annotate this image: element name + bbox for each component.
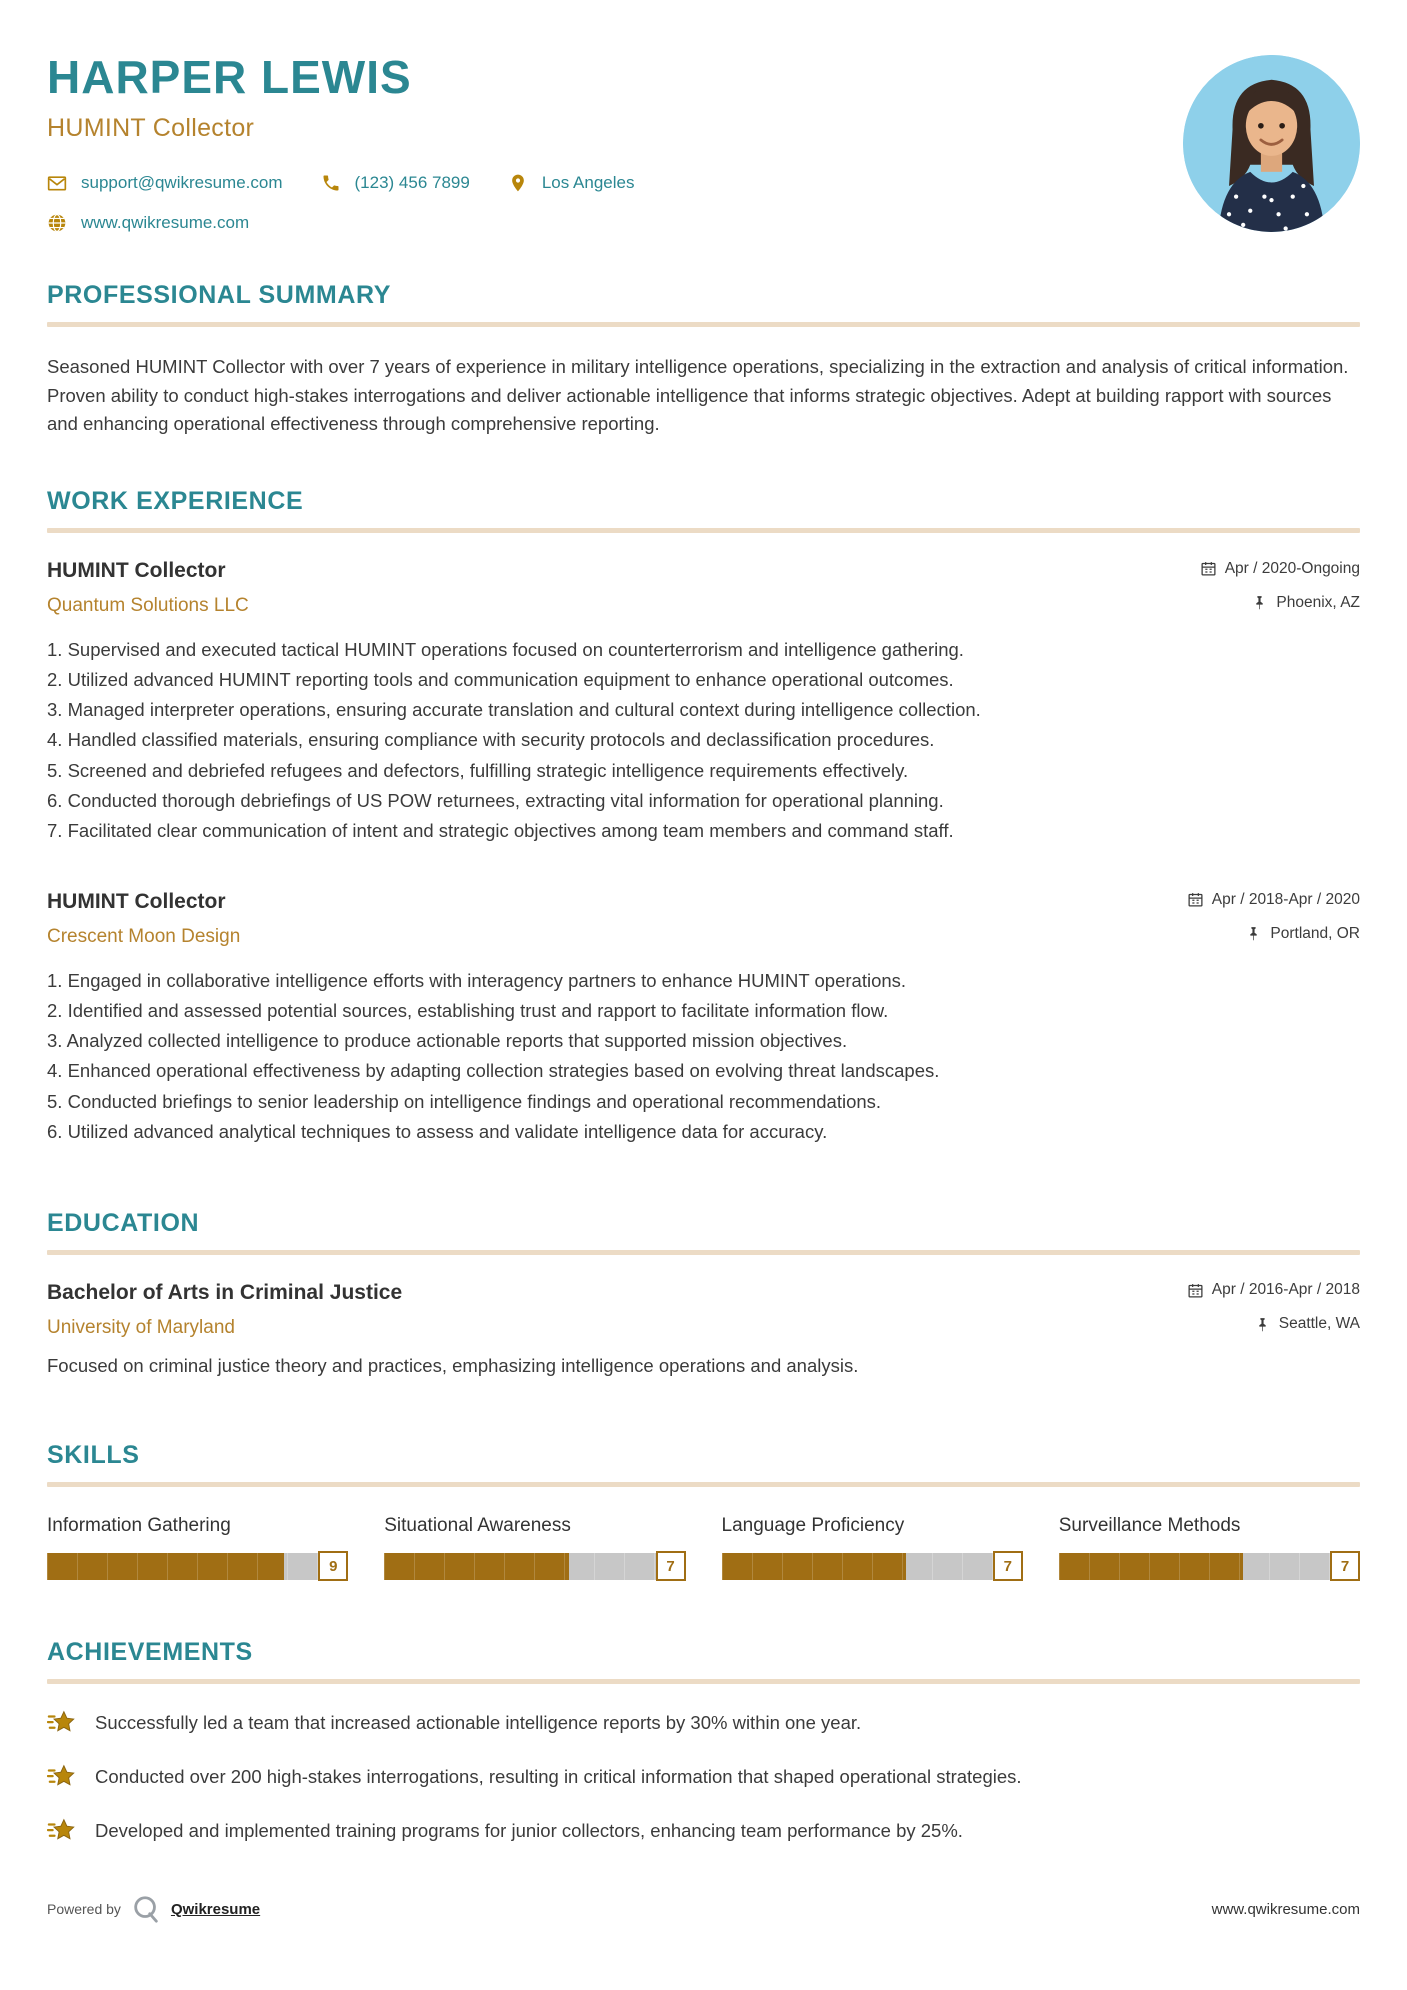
star-badge-icon xyxy=(47,1816,77,1846)
star-badge-icon xyxy=(47,1708,77,1738)
job-entry-1 xyxy=(47,559,1360,846)
achievement-item xyxy=(47,1710,1360,1738)
summary-text: Seasoned HUMINT Collector with over 7 years of experience in military intelligence operations, specializing in the extraction and analysis of critical information. Proven ability to conduct high-stakes interrogations and deliver actionable intelligence that informs strategic objectives. Adept at building rapport with sources and enhancing operational effectiveness through comprehensive reporting. xyxy=(47,356,1349,435)
school: University of Maryland xyxy=(47,1316,235,1338)
job-bullet: Conducted thorough debriefings of US POW returnees, extracting vital information for operational planning. xyxy=(67,789,944,811)
website-link[interactable] xyxy=(47,213,249,233)
achievements-list xyxy=(47,1710,1360,1846)
qwikresume-link[interactable]: Qwikresume xyxy=(170,1900,261,1918)
person-name: HARPER LEWIS xyxy=(47,51,412,103)
calendar-icon xyxy=(1187,1282,1204,1299)
section-divider xyxy=(47,1250,1360,1255)
summary-heading: PROFESSIONAL SUMMARY xyxy=(47,281,391,309)
job-bullet-list xyxy=(47,635,1360,846)
skill-bar-fill xyxy=(384,1553,568,1580)
achievement-item xyxy=(47,1818,1360,1846)
education-entry xyxy=(47,1281,1360,1377)
pushpin-icon xyxy=(1251,594,1268,611)
star-badge-icon xyxy=(47,1762,77,1792)
job-title: HUMINT Collector xyxy=(47,559,226,583)
job-bullet: Facilitated clear communication of intent and strategic objectives among team members and command staff. xyxy=(67,819,954,841)
skills-grid xyxy=(47,1515,1360,1580)
header xyxy=(47,50,1360,233)
skill-name: Information Gathering xyxy=(47,1514,231,1536)
skill-bar-fill xyxy=(47,1553,284,1580)
work-heading: WORK EXPERIENCE xyxy=(47,487,304,516)
qwikresume-logo-icon xyxy=(131,1894,161,1924)
skill-bar xyxy=(47,1553,348,1580)
person-job-title: HUMINT Collector xyxy=(47,114,255,142)
job-bullet: Conducted briefings to senior leadership on intelligence findings and operational recommendations. xyxy=(67,1090,882,1112)
achievement-text: Conducted over 200 high-stakes interrogations, resulting in critical information that shaped operational strategies. xyxy=(95,1765,1022,1787)
skill-level-badge: 7 xyxy=(1330,1551,1360,1581)
pushpin-icon xyxy=(1254,1316,1271,1333)
job-bullet: Supervised and executed tactical HUMINT operations focused on counterterrorism and intelligence gathering. xyxy=(67,639,964,661)
skill-bar-fill xyxy=(722,1553,906,1580)
skill-level-badge: 9 xyxy=(318,1551,348,1581)
section-skills xyxy=(47,1441,1360,1580)
location-pin-icon xyxy=(508,173,528,193)
skill-bar xyxy=(722,1553,1023,1580)
job-bullet: Managed interpreter operations, ensuring accurate translation and cultural context during intelligence collection. xyxy=(67,699,981,721)
skill-bar-fill xyxy=(1059,1553,1243,1580)
website-text: www.qwikresume.com xyxy=(81,213,250,232)
phone-item xyxy=(321,173,470,193)
education-description: Focused on criminal justice theory and practices, emphasizing intelligence operations and analysis. xyxy=(47,1354,859,1376)
job-bullet: Analyzed collected intelligence to produce actionable reports that supported mission objectives. xyxy=(66,1030,848,1052)
profile-photo xyxy=(1183,55,1360,232)
job-bullet: Screened and debriefed refugees and defectors, fulfilling strategic intelligence requirements effectively. xyxy=(67,759,909,781)
skill-level-badge: 7 xyxy=(993,1551,1023,1581)
skill-item xyxy=(722,1515,1023,1580)
globe-icon xyxy=(47,213,67,233)
pushpin-icon xyxy=(1245,925,1262,942)
job-title: HUMINT Collector xyxy=(47,890,226,913)
job-entry-2 xyxy=(47,890,1360,1147)
avatar xyxy=(1183,55,1360,232)
section-divider xyxy=(47,322,1360,327)
contact-info xyxy=(47,173,1360,233)
section-achievements xyxy=(47,1638,1360,1846)
degree: Bachelor of Arts in Criminal Justice xyxy=(47,1280,403,1304)
job-date: Apr / 2018-Apr / 2020 xyxy=(1187,891,1360,909)
phone-icon xyxy=(321,173,341,193)
skill-item xyxy=(47,1515,348,1580)
job-location: Phoenix, AZ xyxy=(1251,594,1360,612)
skill-bar xyxy=(384,1553,685,1580)
skill-item xyxy=(1059,1515,1360,1580)
section-education xyxy=(47,1209,1360,1377)
skill-name: Surveillance Methods xyxy=(1058,1514,1241,1536)
job-bullet-list xyxy=(47,966,1360,1147)
education-location: Seattle, WA xyxy=(1254,1315,1360,1333)
job-bullet: Enhanced operational effectiveness by adapting collection strategies based on evolving threat landscapes. xyxy=(67,1060,940,1082)
skill-item xyxy=(384,1515,685,1580)
section-work-experience xyxy=(47,487,1360,1147)
email-text: support@qwikresume.com xyxy=(81,173,283,192)
footer xyxy=(47,1894,1360,1924)
footer-website: www.qwikresume.com xyxy=(1211,1900,1360,1918)
powered-by-label: Powered by xyxy=(47,1901,121,1917)
location-item xyxy=(508,173,635,193)
job-bullet: Engaged in collaborative intelligence efforts with interagency partners to enhance HUMINT operations. xyxy=(67,970,907,991)
education-date: Apr / 2016-Apr / 2018 xyxy=(1187,1281,1360,1299)
phone-text: (123) 456 7899 xyxy=(354,173,470,192)
achievements-heading: ACHIEVEMENTS xyxy=(47,1637,253,1666)
section-divider xyxy=(47,1679,1360,1684)
skill-bar xyxy=(1059,1553,1360,1580)
job-bullet: Utilized advanced HUMINT reporting tools and communication equipment to enhance operational outcomes. xyxy=(67,669,954,691)
achievement-item xyxy=(47,1764,1360,1792)
email-link[interactable] xyxy=(47,173,283,193)
location-text: Los Angeles xyxy=(541,173,635,192)
education-heading: EDUCATION xyxy=(47,1208,200,1237)
section-divider xyxy=(47,528,1360,533)
job-bullet: Handled classified materials, ensuring compliance with security protocols and declassification procedures. xyxy=(67,729,935,751)
section-professional-summary xyxy=(47,281,1360,439)
job-company: Quantum Solutions LLC xyxy=(47,595,249,617)
skills-heading: SKILLS xyxy=(47,1440,140,1469)
skill-level-badge: 7 xyxy=(656,1551,686,1581)
achievement-text: Developed and implemented training programs for junior collectors, enhancing team performance by 25%. xyxy=(95,1819,963,1841)
job-location: Portland, OR xyxy=(1245,925,1360,943)
achievement-text: Successfully led a team that increased actionable intelligence reports by 30% within one year. xyxy=(95,1711,862,1733)
section-divider xyxy=(47,1482,1360,1487)
calendar-icon xyxy=(1200,560,1217,577)
job-bullet: Identified and assessed potential sources, establishing trust and rapport to facilitate information flow. xyxy=(67,1000,889,1022)
job-company: Crescent Moon Design xyxy=(47,926,241,947)
skill-name: Language Proficiency xyxy=(721,1514,905,1536)
skill-name: Situational Awareness xyxy=(384,1514,571,1536)
job-bullet: Utilized advanced analytical techniques to assess and validate intelligence data for accuracy. xyxy=(67,1120,828,1142)
job-date: Apr / 2020-Ongoing xyxy=(1200,560,1360,578)
calendar-icon xyxy=(1187,891,1204,908)
email-icon xyxy=(47,173,67,193)
